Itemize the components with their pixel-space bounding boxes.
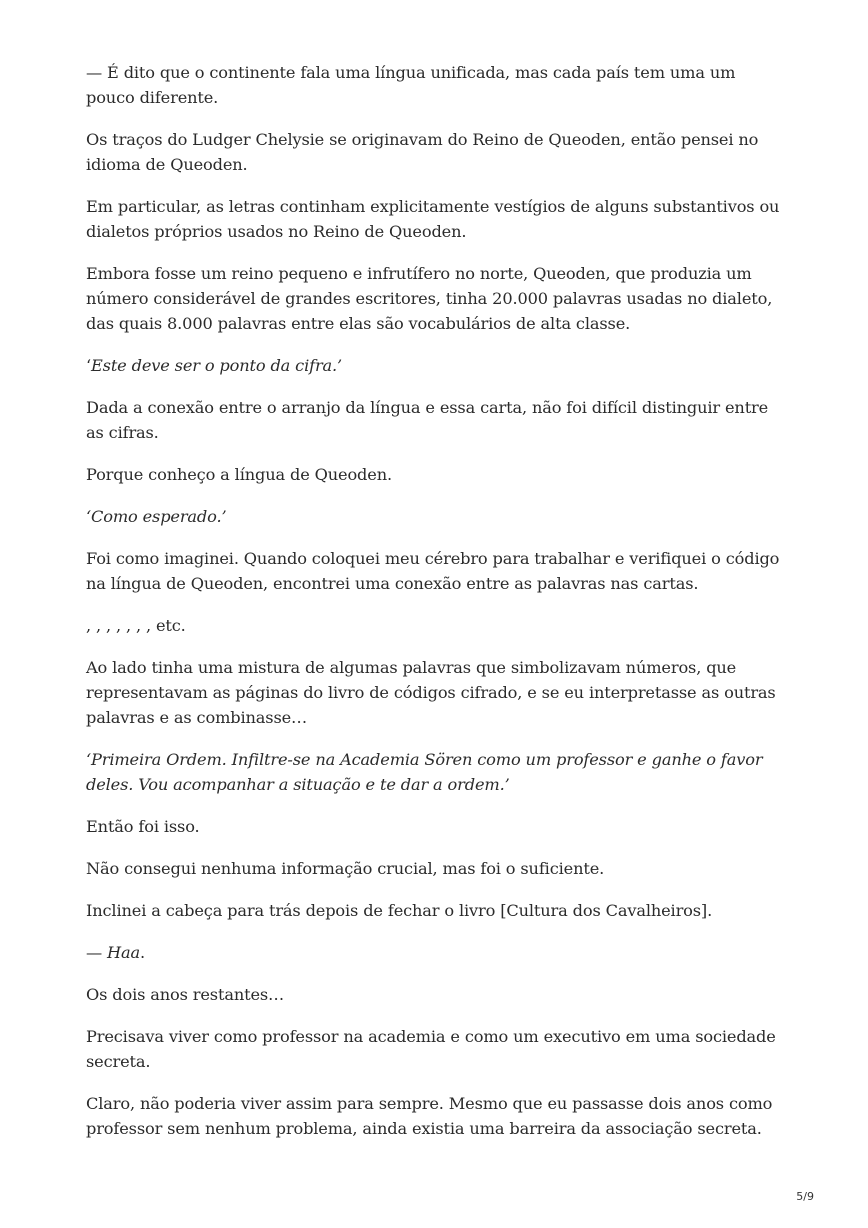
paragraph <box>86 613 786 638</box>
paragraph <box>86 127 786 177</box>
page-number: 5/9 <box>796 1190 814 1203</box>
text-segment: ‘ <box>86 356 91 375</box>
document-body <box>86 60 786 1158</box>
paragraph <box>86 353 786 378</box>
text-segment: Em particular, as letras continham explicitamente vestígios de alguns substantivos ou dialetos próprios usados no Reino de Queoden. <box>86 197 780 241</box>
paragraph <box>86 504 786 529</box>
italic-text-segment: ‘Primeira Ordem. Infiltre-se na Academia Sören como um professor e ganhe o favor deles. Vou acompanhar a situação e te dar a ordem.’ <box>86 750 763 794</box>
text-segment: — <box>86 943 108 962</box>
text-segment: Ao lado tinha uma mistura de algumas palavras que simbolizavam números, que representavam as páginas do livro de códigos cifrado, e se eu interpretasse as outras palavras e as combinasse… <box>86 658 776 727</box>
paragraph <box>86 1091 786 1141</box>
paragraph <box>86 194 786 244</box>
italic-text-segment: ‘Como esperado.’ <box>86 507 227 526</box>
text-segment: Precisava viver como professor na academia e como um executivo em uma sociedade secreta. <box>86 1027 776 1071</box>
text-segment: — É dito que o continente fala uma língua unificada, mas cada país tem uma um pouco diferente. <box>86 63 736 107</box>
paragraph <box>86 261 786 336</box>
paragraph <box>86 982 786 1007</box>
text-segment: , , , , , , , etc. <box>86 616 186 635</box>
paragraph <box>86 1024 786 1074</box>
text-segment: Porque conheço a língua de Queoden. <box>86 465 392 484</box>
paragraph <box>86 60 786 110</box>
paragraph <box>86 747 786 797</box>
text-segment: Os traços do Ludger Chelysie se originavam do Reino de Queoden, então pensei no idioma de Queoden. <box>86 130 759 174</box>
paragraph <box>86 395 786 445</box>
paragraph <box>86 462 786 487</box>
paragraph <box>86 655 786 730</box>
text-segment: Não consegui nenhuma informação crucial, mas foi o suficiente. <box>86 859 605 878</box>
text-segment: Os dois anos restantes… <box>86 985 285 1004</box>
text-segment: Então foi isso. <box>86 817 200 836</box>
paragraph <box>86 898 786 923</box>
text-segment: Claro, não poderia viver assim para sempre. Mesmo que eu passasse dois anos como professor sem nenhum problema, ainda existia uma barreira da associação secreta. <box>86 1094 773 1138</box>
paragraph <box>86 546 786 596</box>
text-segment: . <box>140 943 146 962</box>
text-segment: Embora fosse um reino pequeno e infrutífero no norte, Queoden, que produzia um número considerável de grandes escritores, tinha 20.000 palavras usadas no dialeto, das quais 8.000 palavras entre elas são vocabulários de alta classe. <box>86 264 773 333</box>
paragraph <box>86 814 786 839</box>
text-segment: Foi como imaginei. Quando coloquei meu cérebro para trabalhar e verifiquei o código na língua de Queoden, encontrei uma conexão entre as palavras nas cartas. <box>86 549 780 593</box>
text-segment: Inclinei a cabeça para trás depois de fechar o livro [Cultura dos Cavalheiros]. <box>86 901 713 920</box>
italic-text-segment: Este deve ser o ponto da cifra.’ <box>91 356 343 375</box>
text-segment: Dada a conexão entre o arranjo da língua e essa carta, não foi difícil distinguir entre as cifras. <box>86 398 769 442</box>
italic-text-segment: Haa <box>107 943 141 962</box>
paragraph <box>86 856 786 881</box>
paragraph <box>86 940 786 965</box>
